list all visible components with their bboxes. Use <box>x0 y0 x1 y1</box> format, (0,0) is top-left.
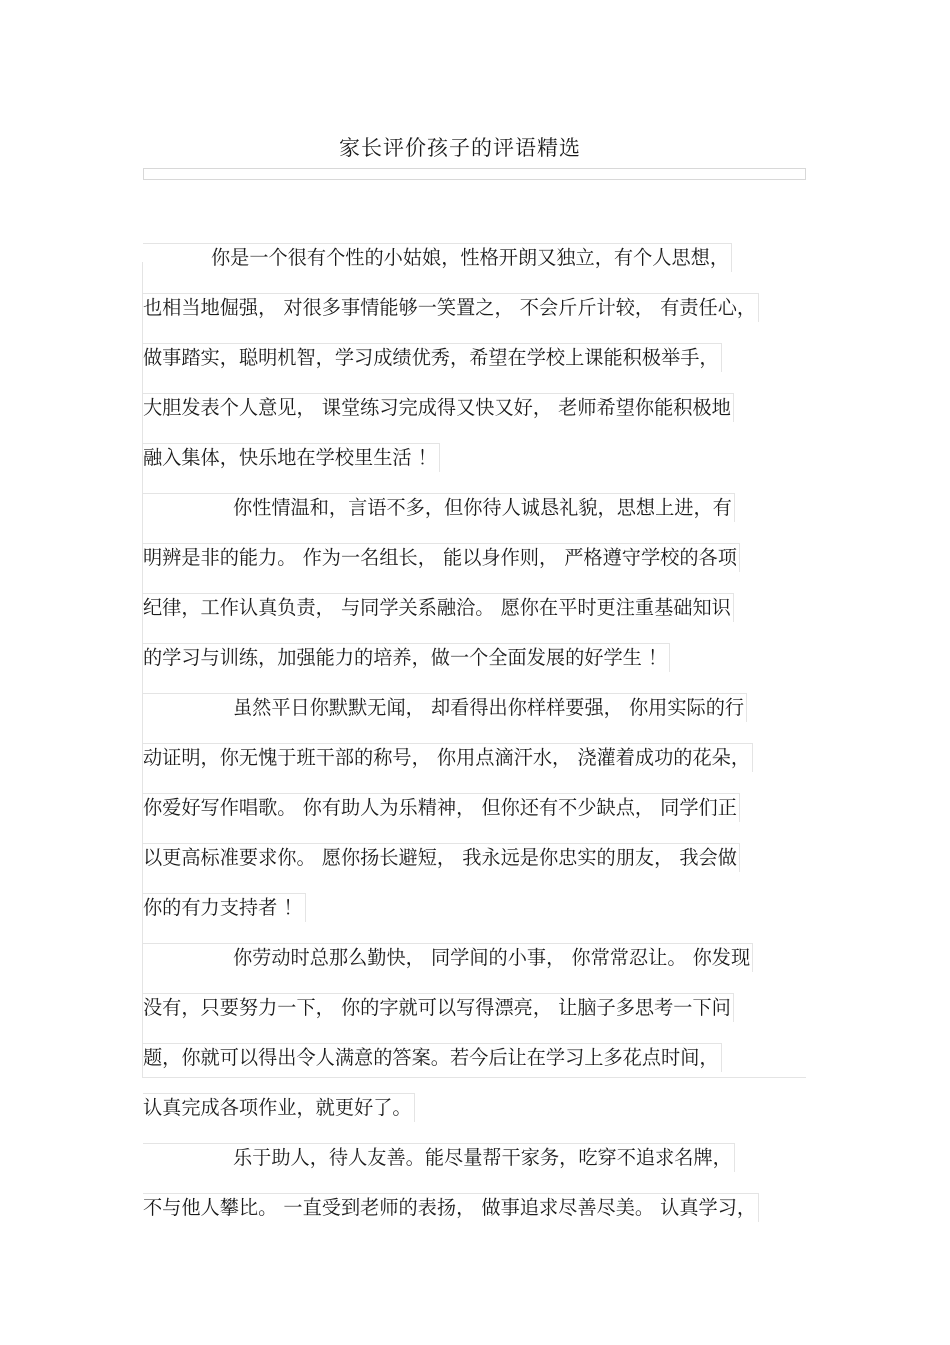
paragraph-line: 没有，只要努力一下， 你的字就可以写得漂亮， 让脑子多思考一下问 <box>143 993 806 1043</box>
paragraph-line: 做事踏实，聪明机智，学习成绩优秀，希望在学校上课能积极举手， <box>143 343 806 393</box>
paragraph-line: 动证明，你无愧于班干部的称号， 你用点滴汗水， 浇灌着成功的花朵， <box>143 743 806 793</box>
paragraph-line: 大胆发表个人意见， 课堂练习完成得又快又好， 老师希望你能积极地 <box>143 393 806 443</box>
paragraph-line: 融入集体，快乐地在学校里生活 ！ <box>143 443 806 493</box>
paragraph-line: 虽然平日你默默无闻， 却看得出你样样要强， 你用实际的行 <box>143 693 806 743</box>
title-underline <box>143 168 806 180</box>
paragraph-line: 你的有力支持者 ！ <box>143 893 806 943</box>
paragraph-line: 题，你就可以得出令人满意的答案。若今后让在学习上多花点时间， <box>143 1043 806 1093</box>
paragraph-line: 乐于助人，待人友善。能尽量帮干家务，吃穿不追求名牌， <box>143 1143 806 1193</box>
paragraph-line: 认真完成各项作业，就更好了。 <box>143 1093 806 1143</box>
paragraph-line: 以更高标准要求你。 愿你扬长避短， 我永远是你忠实的朋友， 我会做 <box>143 843 806 893</box>
document-title: 家长评价孩子的评语精选 <box>339 136 581 160</box>
paragraph-line: 不与他人攀比。 一直受到老师的表扬， 做事追求尽善尽美。 认真学习， <box>143 1193 806 1243</box>
paragraph-line: 你是一个很有个性的小姑娘，性格开朗又独立，有个人思想， <box>143 243 806 293</box>
paragraph-line: 明辨是非的能力。 作为一名组长， 能以身作则， 严格遵守学校的各项 <box>143 543 806 593</box>
paragraph-line: 也相当地倔强， 对很多事情能够一笑置之， 不会斤斤计较， 有责任心， <box>143 293 806 343</box>
document-body <box>143 243 806 1243</box>
paragraph-line: 纪律，工作认真负责， 与同学关系融洽。 愿你在平时更注重基础知识 <box>143 593 806 643</box>
paragraph-line: 的学习与训练，加强能力的培养，做一个全面发展的好学生 ！ <box>143 643 806 693</box>
paragraph-line: 你性情温和，言语不多，但你待人诚恳礼貌，思想上进，有 <box>143 493 806 543</box>
paragraph-line: 你爱好写作唱歌。 你有助人为乐精神， 但你还有不少缺点， 同学们正 <box>143 793 806 843</box>
paragraph-line: 你劳动时总那么勤快， 同学间的小事， 你常常忍让。 你发现 <box>143 943 806 993</box>
